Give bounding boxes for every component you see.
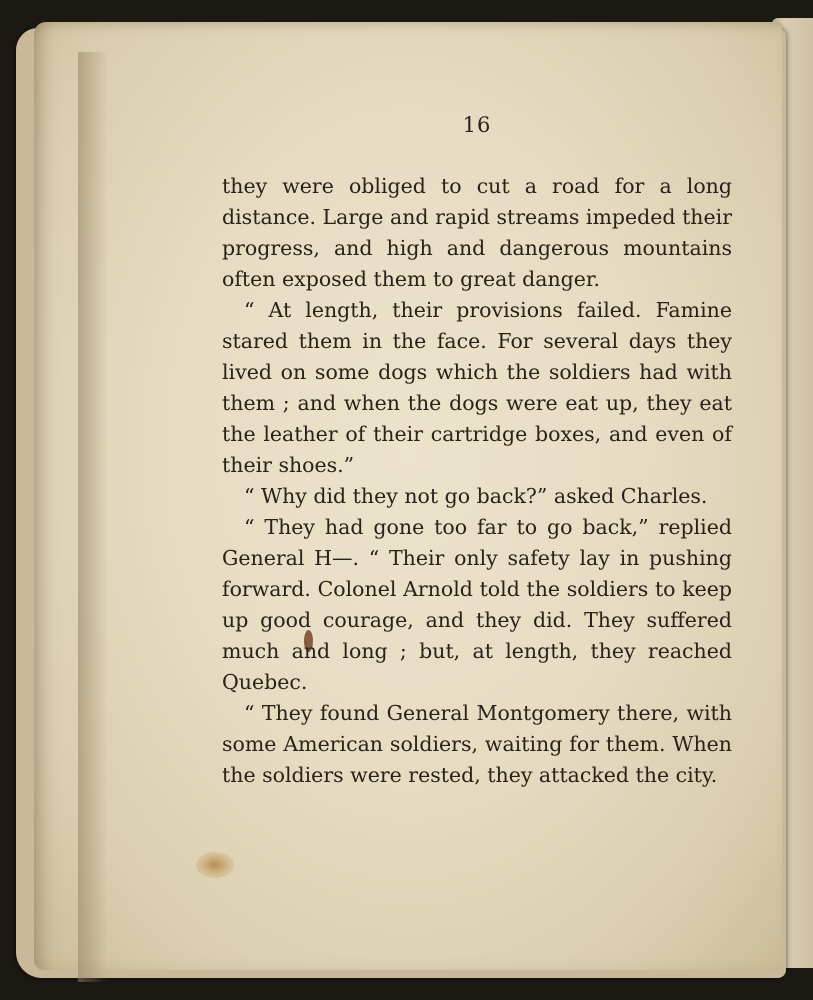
paragraph-1: they were obliged to cut a road for a long distance. Large and rapid streams impeded their progress, and high and dangerous mountains often exposed them to great danger. xyxy=(222,174,732,291)
foxing-stain xyxy=(196,852,234,878)
paragraph-2: “ At length, their provisions failed. Famine stared them in the face. For several days they lived on some dogs which the soldiers had with them ; and when the dogs were eat up, they eat the leather of their cartridge boxes, and even of their shoes.” xyxy=(222,298,732,477)
page-number: 16 xyxy=(462,113,492,137)
page-gutter-shadow xyxy=(78,52,108,982)
paragraph-4: “ They had gone too far to go back,” replied General H—. “ Their only safety lay in pushing forward. Colonel Arnold told the soldiers to keep up good courage, and they did. They suffered much and long ; but, at length, they reached Quebec. xyxy=(222,515,732,694)
paragraph-5: “ They found General Montgomery there, with some American soldiers, waiting for them. When the soldiers were rested, they attacked the city. xyxy=(222,701,732,787)
paragraph-3: “ Why did they not go back?” asked Charles. xyxy=(244,484,708,508)
page-text-block xyxy=(222,110,732,791)
